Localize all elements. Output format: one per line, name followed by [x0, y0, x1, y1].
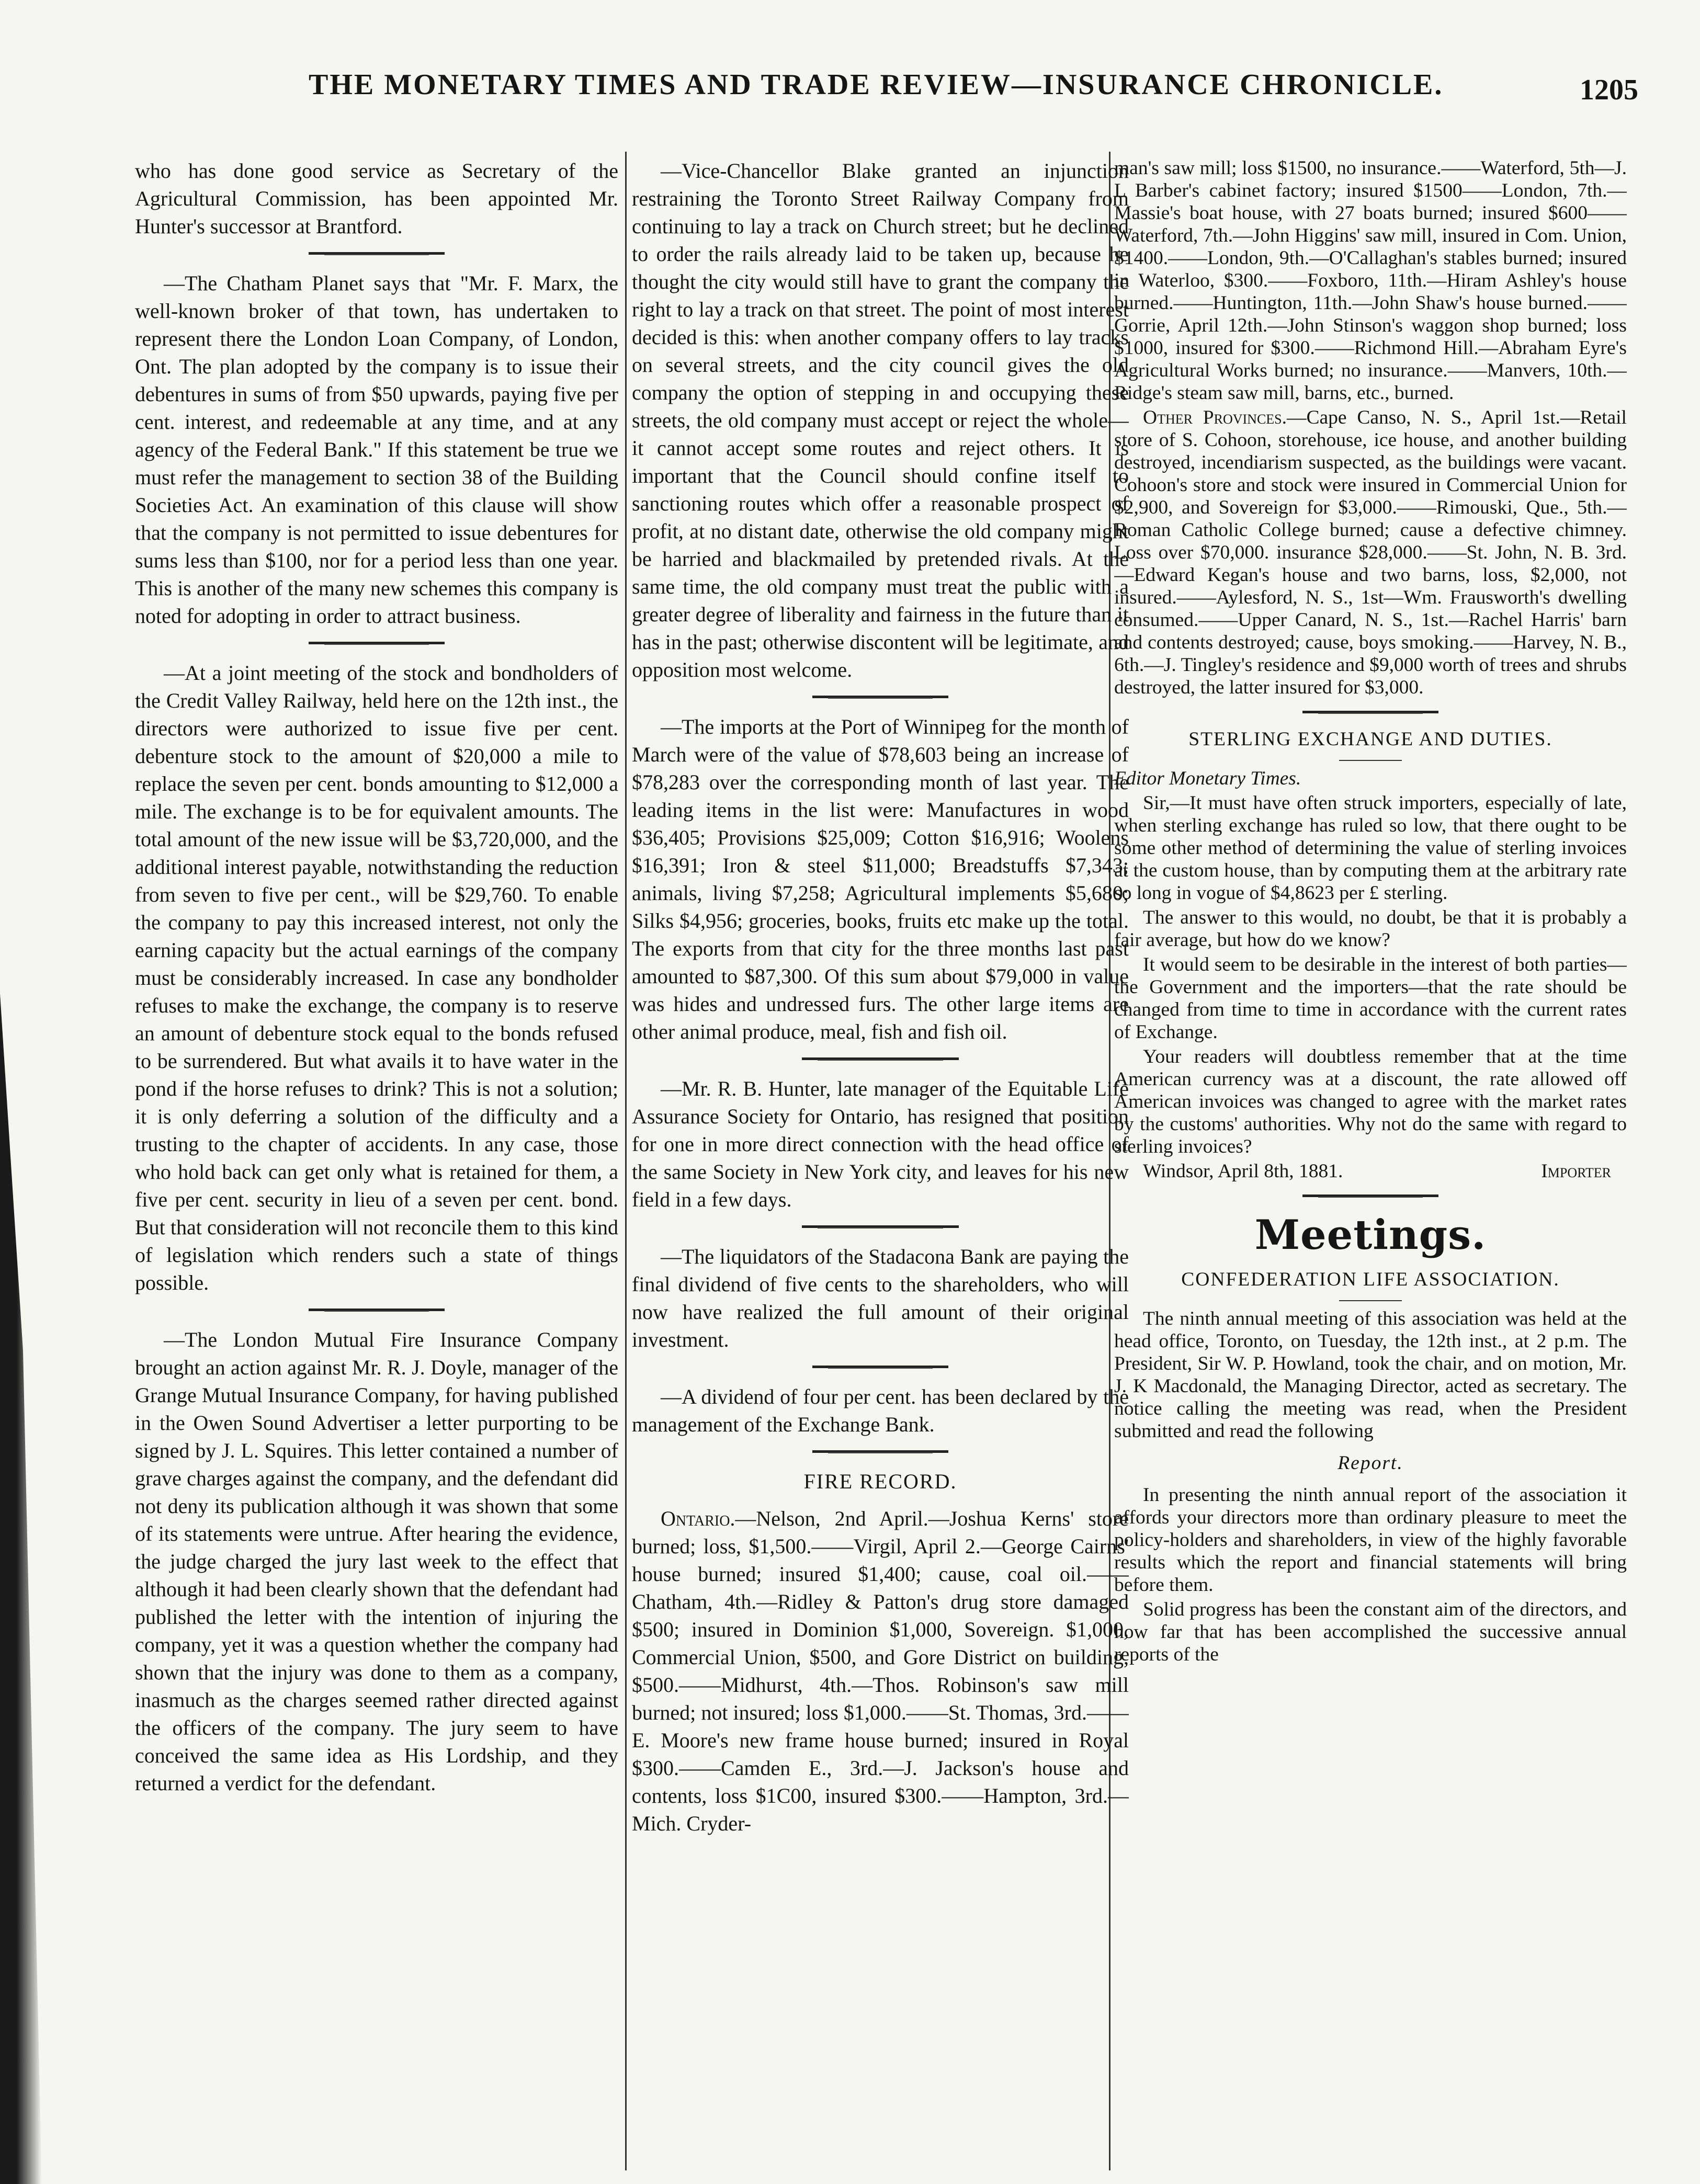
section-divider	[309, 639, 445, 646]
section-divider	[812, 693, 948, 700]
article-stadacona-bank: —The liquidators of the Stadacona Bank are paying the final dividend of five cents to the shareholders, who will now have realized the full amount of their original investment.	[632, 1245, 1129, 1351]
fire-record-ontario	[632, 1505, 1129, 1837]
ontario-lead: Ontario.	[661, 1507, 735, 1530]
letter-place-date: Windsor, April 8th, 1881.	[1143, 1161, 1343, 1182]
article-london-mutual: —The London Mutual Fire Insurance Company brought an action against Mr. R. J. Doyle, manager of the Grange Mutual Insurance Company, for having published in the Owen Sound Advertiser a letter purporting to be signed by J. L. Squires. This letter contained a number of grave charges against the company, and the defendant did not deny its publication although it was shown that some of its statements were untrue. After hearing the evidence, the judge charged the jury last week to the effect that although it had been clearly shown that the defendant had published the letter with the intention of injuring the company, yet it was a question whether the company had shown that the injury was done to them as a company, inasmuch as the charges seemed rather directed against the officers of the company. The jury seem to have conceived the same idea as His Lordship, and they returned a verdict for the defendant.	[135, 1328, 618, 1795]
letter-signature: Importer	[1541, 1161, 1611, 1182]
section-divider	[812, 1363, 948, 1370]
section-divider	[812, 1448, 948, 1455]
letter-signoff	[1114, 1160, 1627, 1182]
column-3	[1114, 157, 1627, 2165]
article-secretary-continued: who has done good service as Secretary of the Agricultural Commission, has been appointed Mr. Hunter's successor at Brantford.	[135, 159, 618, 238]
letter-paragraph-2: The answer to this would, no doubt, be that it is probably a fair average, but how do we know?	[1114, 907, 1627, 951]
article-winnipeg-imports: —The imports at the Port of Winnipeg for the month of March were of the value of $78,603 being an increase of $78,283 over the corresponding month of last year. The leading items in the list were: Manufactures in wood $36,405; Provisions $25,009; Cotton $16,916; Woolens $16,391; Iron & steel $11,000; Breadstuffs $7,343; animals, living $7,258; Agricultural implements $5,680; Silks $4,956; groceries, books, fruits etc make up the total. The exports from that city for the three months last past amounted to $87,300. Of this sum about $79,000 in value was hides and undressed furs. The other large items are other animal produce, meal, fish and fish oil.	[632, 715, 1129, 1043]
report-heading: Report.	[1338, 1452, 1403, 1474]
column-2	[632, 157, 1129, 2165]
report-paragraph-1: In presenting the ninth annual report of the association it affords your directors more than ordinary pleasure to meet the policy-holders and shareholders, in view of the highly favorable results which the report and financial statements will bring before them.	[1114, 1484, 1627, 1596]
fire-record-other-provinces	[1114, 406, 1627, 699]
article-credit-valley-railway: —At a joint meeting of the stock and bondholders of the Credit Valley Railway, held here on the 12th inst., the directors were authorized to issue five per cent. debenture stock to the amount of $20,000 a mile to replace the seven per cent. bonds amounting to $12,000 a mile. The exchange is to be for equivalent amounts. The total amount of the new issue will be $3,720,000, and the additional interest payable, notwithstanding the reduction from seven to five per cent., will be $29,760. To enable the company to pay this increased interest, not only the earning capacity but the actual earnings of the company must be considerably increased. In case any bondholder refuses to make the exchange, the company is to reserve an amount of debenture stock equal to the bonds refused to be surrendered. But what avails it to have water in the pond if the horse refuses to drink? This is not a solution; it is only deferring a solution of the difficulty and a trusting to the chapter of accidents. In any case, those who hold back can get only what is retained for them, a five per cent. security in lieu of a seven per cent. bond. But that consideration will not reconcile them to this kind of legislation which renders such a state of things possible.	[135, 661, 618, 1294]
letter-paragraph-4: Your readers will doubtless remember that at the time American currency was at a discount, the rate allowed off American invoices was changed to agree with the market rates by the customs' authorities. Why not do the same with regard to sterling invoices?	[1114, 1046, 1627, 1157]
confederation-life-heading: CONFEDERATION LIFE ASSOCIATION.	[1181, 1269, 1560, 1290]
fire-record-heading: FIRE RECORD.	[803, 1470, 957, 1493]
report-paragraph-2: Solid progress has been the constant aim of the directors, and how far that has been accomplished the successive annual reports of the	[1114, 1599, 1627, 1665]
editor-line: Editor Monetary Times.	[1114, 768, 1301, 789]
sterling-exchange-heading: STERLING EXCHANGE AND DUTIES.	[1188, 729, 1552, 750]
other-provinces-entries: —Cape Canso, N. S., April 1st.—Retail store of S. Cohoon, storehouse, ice house, and another building destroyed, incendiarism suspected, as the buildings were vacant. Cohoon's store and stock were insured in Commercial Union for $2,900, and Sovereign for $3,000.——Rimouski, Que., 5th.—Roman Catholic College burned; cause a defective chimney. Loss over $70,000. insurance $28,000.——St. John, N. B. 3rd.—Edward Kegan's house and two barns, loss, $2,000, not insured.——Aylesford, N. S., 1st—Wm. Frausworth's dwelling consumed.——Upper Canard, N. S., 1st.—Rachel Harris' barn and contents destroyed; cause, boys smoking.——Harvey, N. B., 6th.—J. Tingley's residence and $9,000 worth of trees and shrubs destroyed, the latter insured for $3,000.	[1114, 407, 1627, 698]
section-divider	[309, 1306, 445, 1313]
section-divider	[1302, 1192, 1438, 1199]
heading-underline	[1339, 760, 1402, 761]
fire-record-continued: man's saw mill; loss $1500, no insurance.——Waterford, 5th—J. L Barber's cabinet factory; insured $1500——London, 7th.—Massie's boat house, with 27 boats burned; insured $600——Waterford, 7th.—John Higgins' saw mill, insured in Com. Union, $1400.——London, 9th.—O'Callaghan's stables burned; insured in Waterloo, $300.——Foxboro, 11th.—Hiram Ashley's house burned.——Huntington, 11th.—John Shaw's house burned.——Gorrie, April 12th.—John Stinson's waggon shop burned; loss $1000, insured for $300.——Richmond Hill.—Abraham Eyre's Agricultural Works burned; no insurance.——Manvers, 10th.—Ridge's steam saw mill, barns, etc., burned.	[1114, 157, 1627, 404]
meeting-paragraph: The ninth annual meeting of this association was held at the head office, Toronto, on Tuesday, the 12th inst., at 2 p.m. The President, Sir W. P. Howland, took the chair, and on motion, Mr. J. K Macdonald, the Managing Director, acted as secretary. The notice calling the meeting was read, when the President submitted and read the following	[1114, 1308, 1627, 1442]
article-chatham-planet: —The Chatham Planet says that "Mr. F. Marx, the well-known broker of that town, has undertaken to represent there the London Loan Company, of London, Ont. The plan adopted by the company is to issue their debentures in sums of from $50 upwards, paying five per cent. interest, and redeemable at any time, and at any agency of the Federal Bank." If this statement be true we must refer the management to section 38 of the Building Societies Act. An examination of this clause will show that the company is not permitted to issue debentures for sums less than $100, nor for a period less than one year. This is another of the many new schemes this company is noted for adopting in order to attract business.	[135, 271, 618, 628]
meetings-heading: Meetings.	[1254, 1211, 1487, 1259]
article-hunter-resigned: —Mr. R. B. Hunter, late manager of the Equitable Life Assurance Society for Ontario, has resigned that position for one in more direct connection with the head office of the same Society in New York city, and leaves for his new field in a few days.	[632, 1077, 1129, 1211]
section-divider	[802, 1055, 959, 1062]
section-divider	[802, 1223, 959, 1230]
ontario-entries: —Nelson, 2nd April.—Joshua Kerns' store burned; loss, $1,500.——Virgil, April 2.—George Cairns' house burned; insured $1,400; cause, coal oil.——Chatham, 4th.—Ridley & Patton's drug store damaged $500; insured in Dominion $1,000, Sovereign. $1,000, Commercial Union, $500, and Gore District on building, $500.——Midhurst, 4th.—Thos. Robinson's saw mill burned; not insured; loss $1,000.——St. Thomas, 3rd.——E. Moore's new frame house burned; insured in Royal $300.——Camden E., 3rd.—J. Jackson's house and contents, loss $1C00, insured $300.——Hampton, 3rd.—Mich. Cryder-	[632, 1507, 1129, 1835]
article-exchange-bank: —A dividend of four per cent. has been declared by the management of the Exchange Bank.	[632, 1385, 1129, 1436]
other-provinces-lead: Other Provinces.	[1143, 407, 1287, 428]
column-1	[135, 157, 618, 2165]
section-divider	[309, 249, 445, 257]
section-divider	[1302, 708, 1438, 715]
letter-paragraph-3: It would seem to be desirable in the interest of both parties—the Government and the importers—that the rate should be changed from time to time in accordance with the current rates of Exchange.	[1114, 954, 1627, 1043]
heading-underline	[1339, 1300, 1402, 1301]
page-number: 1205	[1580, 74, 1638, 106]
running-title: THE MONETARY TIMES AND TRADE REVIEW—INSURANCE CHRONICLE.	[309, 69, 1444, 101]
article-injunction: —Vice-Chancellor Blake granted an injunction restraining the Toronto Street Railway Company from continuing to lay a track on Church street; but he declined to order the rails already laid to be taken up, because he thought the city would still have to grant the company the right to lay a track on that street. The point of most interest decided is this: when another company offers to lay tracks on several streets, and the city council gives the old company the option of stepping in and occupying these streets, the old company must accept or reject the whole—it cannot accept some routes and reject others. It is important that the Council should confine itself to sanctioning routes which offer a reasonable prospect of profit, at no distant date, otherwise the old company might be harried and blackmailed by pretended rivals. At the same time, the old company must treat the public with a greater degree of liberality and fairness in the future than it has in the past; otherwise discontent will be legitimate, and opposition most welcome.	[632, 159, 1129, 681]
page-edge-shadow	[0, 994, 42, 2184]
letter-paragraph-1: Sir,—It must have often struck importers, especially of late, when sterling exchange has ruled so low, that there ought to be some other method of determining the value of sterling invoices at the custom house, than by computing them at the arbitrary rate so long in vogue of $4,8623 per £ sterling.	[1114, 792, 1627, 904]
column-rule-left	[625, 152, 627, 2170]
